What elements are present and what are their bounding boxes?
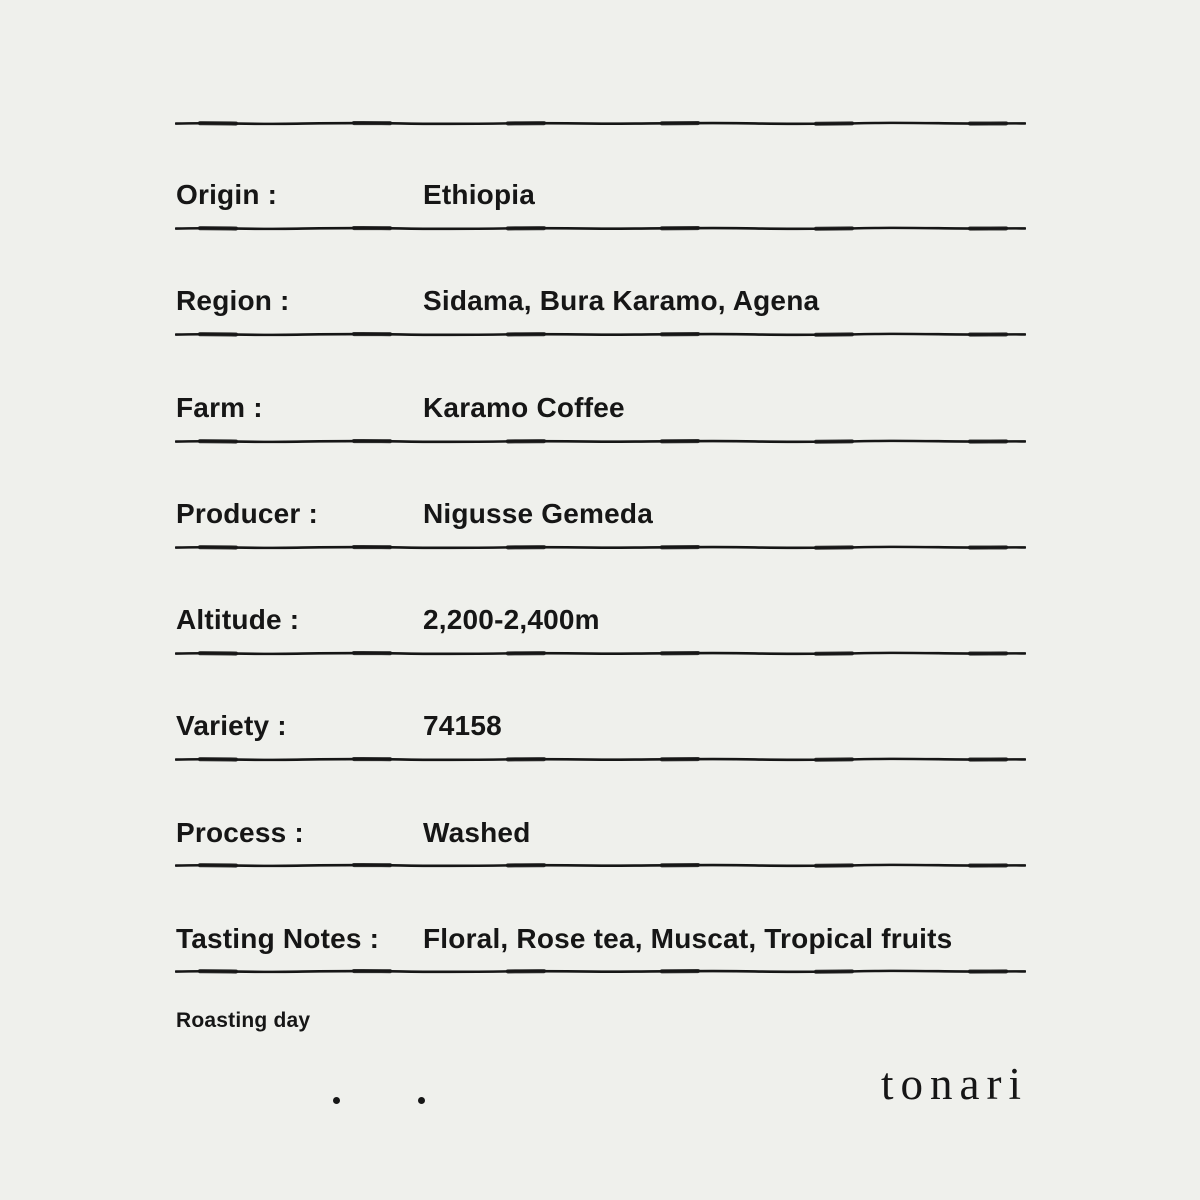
- spec-label: Producer :: [176, 498, 319, 529]
- dot-icon: [418, 1097, 425, 1104]
- spec-row-altitude: [176, 606, 1026, 634]
- spec-value: Floral, Rose tea, Muscat, Tropical fruits: [423, 923, 953, 954]
- spec-label: Process :: [176, 817, 304, 848]
- spec-row-farm: [176, 394, 1026, 422]
- spec-label: Tasting Notes :: [176, 923, 380, 954]
- divider-line: [175, 967, 1026, 976]
- divider-line: [175, 330, 1026, 339]
- spec-value: Nigusse Gemeda: [423, 498, 653, 529]
- divider-line: [175, 543, 1026, 552]
- divider-line: [175, 119, 1026, 128]
- divider-line: [175, 437, 1026, 446]
- spec-row-variety: [176, 712, 1026, 740]
- spec-value: Washed: [423, 817, 531, 848]
- spec-label: Origin :: [176, 179, 278, 210]
- spec-row-region: [176, 287, 1026, 315]
- spec-row-origin: [176, 181, 1026, 209]
- brand-logo: tonari: [881, 1059, 1028, 1109]
- divider-line: [175, 649, 1026, 658]
- spec-label: Variety :: [176, 710, 287, 741]
- spec-row-tasting-notes: [176, 925, 1026, 953]
- divider-line: [175, 755, 1026, 764]
- spec-value: 74158: [423, 710, 502, 741]
- dot-icon: [333, 1097, 340, 1104]
- spec-value: Karamo Coffee: [423, 392, 625, 423]
- spec-row-process: [176, 819, 1026, 847]
- divider-line: [175, 224, 1026, 233]
- spec-value: 2,200-2,400m: [423, 604, 600, 635]
- spec-value: Ethiopia: [423, 179, 536, 210]
- spec-value: Sidama, Bura Karamo, Agena: [423, 285, 820, 316]
- divider-line: [175, 861, 1026, 870]
- spec-label: Altitude :: [176, 604, 300, 635]
- roasting-day-note: Roasting day: [176, 1009, 311, 1032]
- spec-row-producer: [176, 500, 1026, 528]
- spec-label: Region :: [176, 285, 290, 316]
- spec-label: Farm :: [176, 392, 263, 423]
